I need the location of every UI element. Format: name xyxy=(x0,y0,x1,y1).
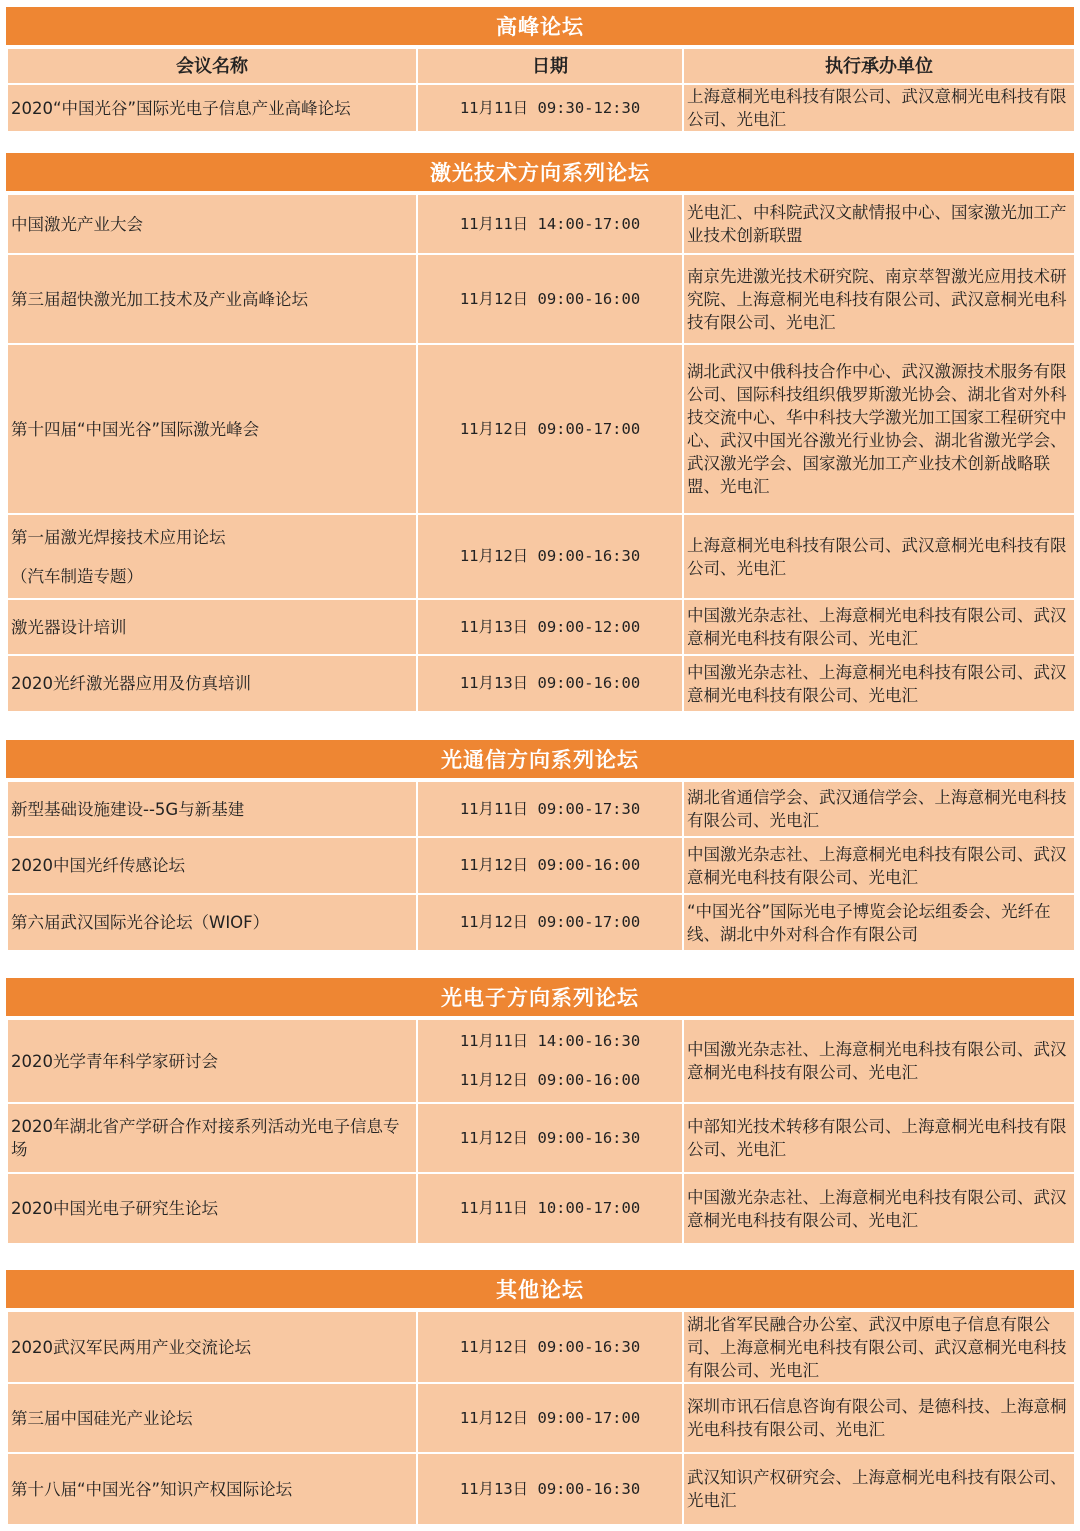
forum-name: 2020“中国光谷”国际光电子信息产业高峰论坛 xyxy=(7,84,417,132)
forum-organizer: 中国激光杂志社、上海意桐光电科技有限公司、武汉意桐光电科技有限公司、光电汇 xyxy=(683,837,1075,894)
forum-name: 第十四届“中国光谷”国际激光峰会 xyxy=(7,344,417,514)
forum-date: 11月11日 10:00-17:00 xyxy=(417,1173,683,1244)
forum-organizer: “中国光谷”国际光电子博览会论坛组委会、光纤在线、湖北中外对科合作有限公司 xyxy=(683,894,1075,951)
forum-date-second: 11月12日 09:00-16:00 xyxy=(459,1071,641,1089)
section-optoelectronics xyxy=(6,978,1074,1245)
table-row xyxy=(7,84,1075,132)
forum-name: 2020中国光电子研究生论坛 xyxy=(7,1173,417,1244)
table-row xyxy=(7,655,1075,712)
section-summit xyxy=(6,7,1074,133)
forum-organizer: 南京先进激光技术研究院、南京萃智激光应用技术研究院、上海意桐光电科技有限公司、武汉意桐光电科技有限公司、光电汇 xyxy=(683,254,1075,344)
table-row xyxy=(7,344,1075,514)
forum-date: 11月11日 14:00-16:30 xyxy=(459,1032,641,1050)
section-title: 光电子方向系列论坛 xyxy=(6,978,1074,1018)
section-title: 高峰论坛 xyxy=(6,7,1074,47)
forum-date: 11月12日 09:00-16:30 xyxy=(417,514,683,599)
schedule-table xyxy=(6,47,1076,133)
forum-name: 第三届中国硅光产业论坛 xyxy=(7,1383,417,1453)
table-row xyxy=(7,1173,1075,1244)
column-header-date: 日期 xyxy=(417,48,683,84)
forum-organizer: 中国激光杂志社、上海意桐光电科技有限公司、武汉意桐光电科技有限公司、光电汇 xyxy=(683,1173,1075,1244)
forum-organizer: 中部知光技术转移有限公司、上海意桐光电科技有限公司、光电汇 xyxy=(683,1103,1075,1173)
forum-name: 第十八届“中国光谷”知识产权国际论坛 xyxy=(7,1453,417,1525)
table-row xyxy=(7,781,1075,837)
forum-date: 11月13日 09:00-12:00 xyxy=(417,599,683,655)
table-row xyxy=(7,254,1075,344)
table-row xyxy=(7,599,1075,655)
forum-name: 激光器设计培训 xyxy=(7,599,417,655)
forum-name-subtitle: （汽车制造专题） xyxy=(11,566,143,586)
forum-date: 11月12日 09:00-16:00 xyxy=(417,837,683,894)
table-row xyxy=(7,837,1075,894)
forum-name: 2020中国光纤传感论坛 xyxy=(7,837,417,894)
forum-name: 第三届超快激光加工技术及产业高峰论坛 xyxy=(7,254,417,344)
forum-name: 2020年湖北省产学研合作对接系列活动光电子信息专场 xyxy=(7,1103,417,1173)
section-title: 光通信方向系列论坛 xyxy=(6,740,1074,780)
column-header-name: 会议名称 xyxy=(7,48,417,84)
schedule-table xyxy=(6,1018,1076,1245)
section-title: 其他论坛 xyxy=(6,1270,1074,1310)
forum-date: 11月12日 09:00-16:00 xyxy=(417,254,683,344)
forum-date: 11月13日 09:00-16:30 xyxy=(417,1453,683,1525)
forum-date: 11月12日 09:00-16:30 xyxy=(417,1103,683,1173)
table-row xyxy=(7,1311,1075,1383)
forum-date: 11月12日 09:00-17:00 xyxy=(417,344,683,514)
table-row xyxy=(7,894,1075,951)
forum-name: 2020光纤激光器应用及仿真培训 xyxy=(7,655,417,712)
forum-organizer: 湖北省军民融合办公室、武汉中原电子信息有限公司、上海意桐光电科技有限公司、武汉意桐光电科技有限公司、光电汇 xyxy=(683,1311,1075,1383)
schedule-table xyxy=(6,1310,1076,1526)
forum-name-cell xyxy=(7,514,417,599)
forum-date: 11月12日 09:00-17:00 xyxy=(417,894,683,951)
schedule-table xyxy=(6,780,1076,952)
forum-name: 2020光学青年科学家研讨会 xyxy=(7,1019,417,1103)
table-row xyxy=(7,1019,1075,1103)
table-row xyxy=(7,1453,1075,1525)
forum-name: 2020武汉军民两用产业交流论坛 xyxy=(7,1311,417,1383)
forum-name: 第六届武汉国际光谷论坛（WIOF） xyxy=(7,894,417,951)
forum-organizer: 深圳市讯石信息咨询有限公司、是德科技、上海意桐光电科技有限公司、光电汇 xyxy=(683,1383,1075,1453)
table-row xyxy=(7,514,1075,599)
forum-organizer: 中国激光杂志社、上海意桐光电科技有限公司、武汉意桐光电科技有限公司、光电汇 xyxy=(683,1019,1075,1103)
forum-name: 新型基础设施建设--5G与新基建 xyxy=(7,781,417,837)
forum-date: 11月11日 09:00-17:30 xyxy=(417,781,683,837)
forum-date-cell xyxy=(417,1019,683,1103)
forum-date: 11月11日 09:30-12:30 xyxy=(417,84,683,132)
forum-organizer: 上海意桐光电科技有限公司、武汉意桐光电科技有限公司、光电汇 xyxy=(683,514,1075,599)
schedule-table xyxy=(6,193,1076,713)
forum-organizer: 湖北武汉中俄科技合作中心、武汉激源技术服务有限公司、国际科技组织俄罗斯激光协会、湖北省对外科技交流中心、华中科技大学激光加工国家工程研究中心、武汉中国光谷激光行业协会、湖北省激光学会、武汉激光学会、国家激光加工产业技术创新战略联盟、光电汇 xyxy=(683,344,1075,514)
header-row xyxy=(7,48,1075,84)
table-row xyxy=(7,194,1075,254)
forum-organizer: 湖北省通信学会、武汉通信学会、上海意桐光电科技有限公司、光电汇 xyxy=(683,781,1075,837)
forum-organizer: 光电汇、中科院武汉文献情报中心、国家激光加工产业技术创新联盟 xyxy=(683,194,1075,254)
forum-organizer: 武汉知识产权研究会、上海意桐光电科技有限公司、光电汇 xyxy=(683,1453,1075,1525)
forum-name: 第一届激光焊接技术应用论坛 xyxy=(11,527,226,547)
forum-date: 11月13日 09:00-16:00 xyxy=(417,655,683,712)
section-laser xyxy=(6,153,1074,713)
forum-date: 11月12日 09:00-16:30 xyxy=(417,1311,683,1383)
section-title: 激光技术方向系列论坛 xyxy=(6,153,1074,193)
forum-organizer: 中国激光杂志社、上海意桐光电科技有限公司、武汉意桐光电科技有限公司、光电汇 xyxy=(683,599,1075,655)
forum-date: 11月11日 14:00-17:00 xyxy=(417,194,683,254)
table-row xyxy=(7,1383,1075,1453)
section-other xyxy=(6,1270,1074,1526)
forum-name: 中国激光产业大会 xyxy=(7,194,417,254)
forum-date: 11月12日 09:00-17:00 xyxy=(417,1383,683,1453)
column-header-organizer: 执行承办单位 xyxy=(683,48,1075,84)
table-row xyxy=(7,1103,1075,1173)
forum-organizer: 中国激光杂志社、上海意桐光电科技有限公司、武汉意桐光电科技有限公司、光电汇 xyxy=(683,655,1075,712)
forum-organizer: 上海意桐光电科技有限公司、武汉意桐光电科技有限公司、光电汇 xyxy=(683,84,1075,132)
section-optical-communication xyxy=(6,740,1074,952)
